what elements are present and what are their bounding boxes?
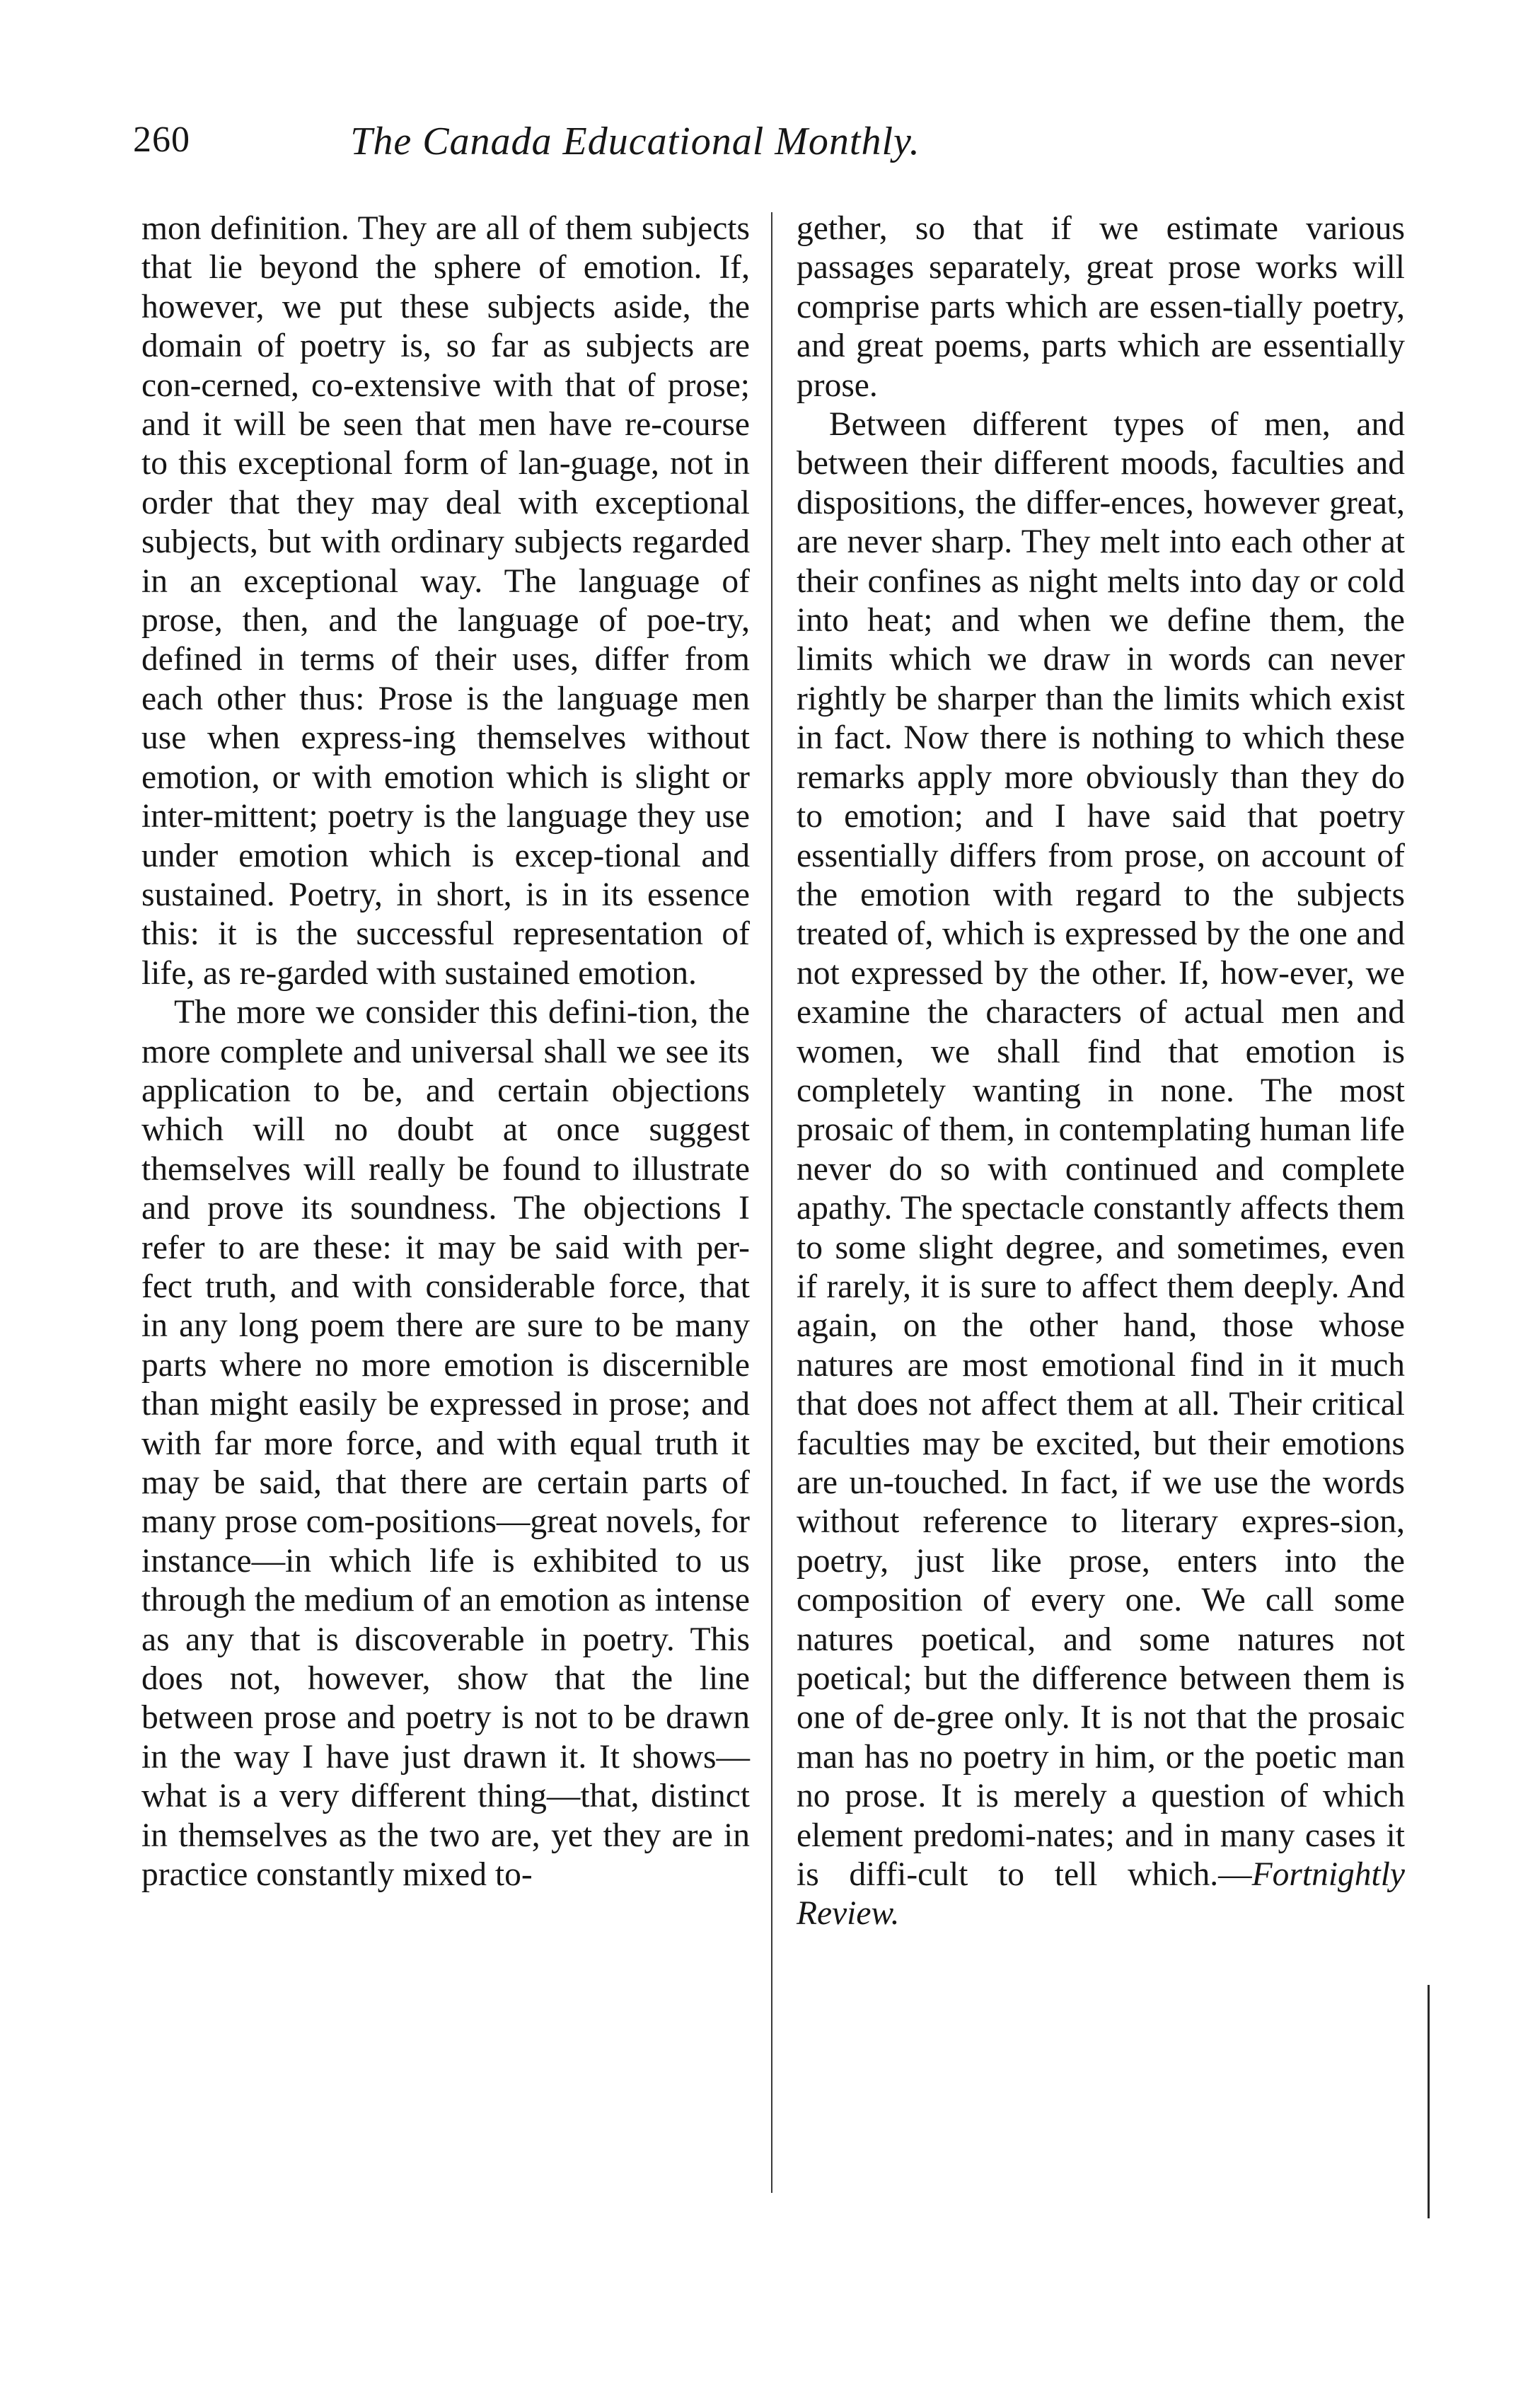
right-column xyxy=(797,209,1405,1934)
column-divider xyxy=(771,212,772,2193)
source-dash: — xyxy=(1218,1856,1252,1894)
journal-title: The Canada Educational Monthly. xyxy=(350,120,920,163)
margin-mark xyxy=(1428,1985,1430,2218)
running-head xyxy=(133,113,1137,177)
page-number: 260 xyxy=(133,120,190,160)
right-paragraph-2 xyxy=(797,405,1405,1934)
right-paragraph-1: gether, so that if we estimate various passages separately, great prose works will comprise parts which are essen-tially poetry, and great poems, parts which are essentially prose. xyxy=(797,210,1405,404)
left-paragraph-2: The more we consider this defini-tion, the more complete and universal shall we see its application to be, and certain objections which will no doubt at once suggest themselves will really be found to illustrate and prove its soundness. The objections I refer to are these: it may be said with per-fect truth, and with considerable force, that in any long poem there are sure to be many parts where no more emotion is discernible than might easily be expressed in prose; and with far more force, and with equal truth it may be said, that there are certain parts of many prose com-positions—great novels, for instance—in which life is exhibited to us through the medium of an emotion as intense as any that is discoverable in poetry. This does not, however, show that the line between prose and poetry is not to be drawn in the way I have just drawn it. It shows—what is a very different thing—that, distinct in themselves as the two are, yet they are in practice constantly mixed to- xyxy=(141,994,750,1894)
left-column xyxy=(141,209,750,1894)
left-paragraph-1: mon definition. They are all of them subjects that lie beyond the sphere of emotion. If, however, we put these subjects aside, the domain of poetry is, so far as subjects are con-cerned, co-extensive with that of prose; and it will be seen that men have re-course to this exceptional form of lan-guage, not in order that they may deal with exceptional subjects, but with ordinary subjects regarded in an exceptional way. The language of prose, then, and the language of poe-try, defined in terms of their uses, differ from each other thus: Prose is the language men use when express-ing themselves without emotion, or with emotion which is slight or inter-mittent; poetry is the language they use under emotion which is excep-tional and sustained. Poetry, in short, is in its essence this: it is the successful representation of life, as re-garded with sustained emotion. xyxy=(141,210,750,992)
right-paragraph-2-text: Between different types of men, and between their different moods, faculties and dispositions, the differ-ences, however great, are never sharp. They melt into each other at their confines as night melts into day or cold into heat; and when we define them, the limits which we draw in words can never rightly be sharper than the limits which exist in fact. Now there is nothing to which these remarks apply more obviously than they do to emotion; and I have said that poetry essentially differs from prose, on account of the emotion with regard to the subjects treated of, which is expressed by the one and not expressed by the other. If, how-ever, we examine the characters of actual men and women, we shall find that emotion is completely wanting in none. The most prosaic of them, in contemplating human life never do so with continued and complete apathy. The spectacle constantly affects them to some slight degree, and sometimes, even if rarely, it is sure to affect them deeply. And again, on the other hand, those whose natures are most emotional find in it much that does not affect them at all. Their critical faculties may be excited, but their emotions are un-touched. In fact, if we use the words without reference to literary expres-sion, poetry, just like prose, enters into the composition of every one. We call some natures poetical, and some natures not poetical; but the difference between them is one of de-gree only. It is not that the prosaic man has no poetry in him, or the poetic man no prose. It is merely a question of which element predomi-nates; and in many cases it is diffi-cult to tell which. xyxy=(797,406,1405,1894)
source-citation: Fortnightly Review. xyxy=(797,1856,1405,1933)
